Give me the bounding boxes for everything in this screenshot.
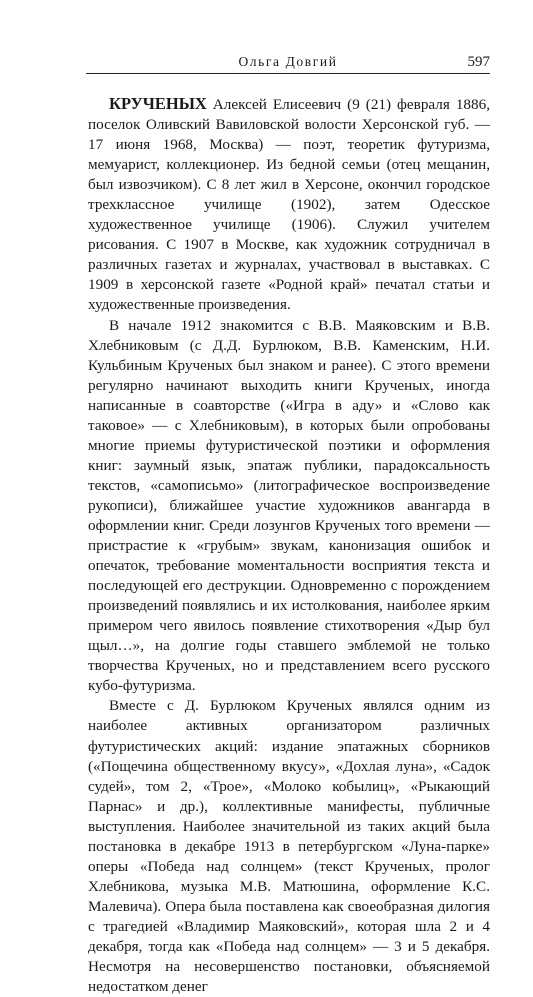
paragraph-1-text: Алексей Елисеевич (9 (21) февраля 1886, поселок Оливский Вавиловской волости Херсонской губ. — 17 июня 1968, Москва) — поэт, теоретик футуризма, мемуарист, коллекционер. Из бедной семьи (отец мещанин, был извозчиком). С 8 лет жил в Херсоне, окончил городское трехклассное училище (1902), затем Одесское художественное училище (1906). Служил учителем рисования. С 1907 в Москве, как художник сотрудничал в различных газетах и журналах, участвовал в выставках. С 1909 в херсонской газете «Родной край» печатал статьи и художественные произведения.: [88, 96, 490, 314]
article-body: [88, 94, 490, 997]
page-number: 597: [467, 54, 490, 70]
running-head: [86, 54, 490, 70]
article-headword: КРУЧЕНЫХ: [109, 94, 207, 113]
paragraph-2: В начале 1912 знакомится с В.В. Маяковским и В.В. Хлебниковым (с Д.Д. Бурлюком, В.В. Каменским, Н.И. Кульбиным Крученых был знаком и ранее). С этого времени регулярно начинают выходить книги Крученых, иногда написанные в соавторстве («Игра в аду» и «Слово как таковое» — с Хлебниковым), в которых были опробованы многие приемы футуристической поэтики и оформления книг: заумный язык, эпатаж публики, парадоксальность текстов, «самописьмо» (литографическое воспроизведение рукописи), ближайшее участие художников авангарда в оформлении книг. Среди лозунгов Крученых того времени — пристрастие к «грубым» звукам, канонизация ошибок и опечаток, требование моментальности восприятия текста и последующей его деструкции. Одновременно с порождением произведений появлялись и их истолкования, наиболее ярким примером чего явилось появление стихотворения «Дыр бул щыл…», на долгие годы ставшего эмблемой не только творчества Крученых, но и представлением всего русского кубо-футуризма.: [88, 316, 490, 695]
header-rule: [86, 73, 490, 74]
paragraph-1: [88, 94, 490, 316]
paragraph-3: Вместе с Д. Бурлюком Крученых являлся одним из наиболее активных организатором различных футуристических акций: издание эпатажных сборников («Пощечина общественному вкусу», «Дохлая луна», «Садок судей», том 2, «Трое», «Молоко кобылиц», «Рыкающий Парнас» и др.), коллективные манифесты, публичные выступления. Наиболее значительной из таких акций была постановка в декабре 1913 в петербургском «Луна-парке» оперы «Победа над солнцем» (текст Крученых, пролог Хлебникова, музыка М.В. Матюшина, оформление К.С. Малевича). Опера была поставлена как своеобразная дилогия с трагедией «Владимир Маяковский», которая шла 2 и 4 декабря, тогда как «Победа над солнцем» — 3 и 5 декабря. Несмотря на несовершенство постановки, объясняемой недостатком денег: [88, 697, 490, 996]
running-head-author: Ольга Довгий: [238, 54, 338, 69]
